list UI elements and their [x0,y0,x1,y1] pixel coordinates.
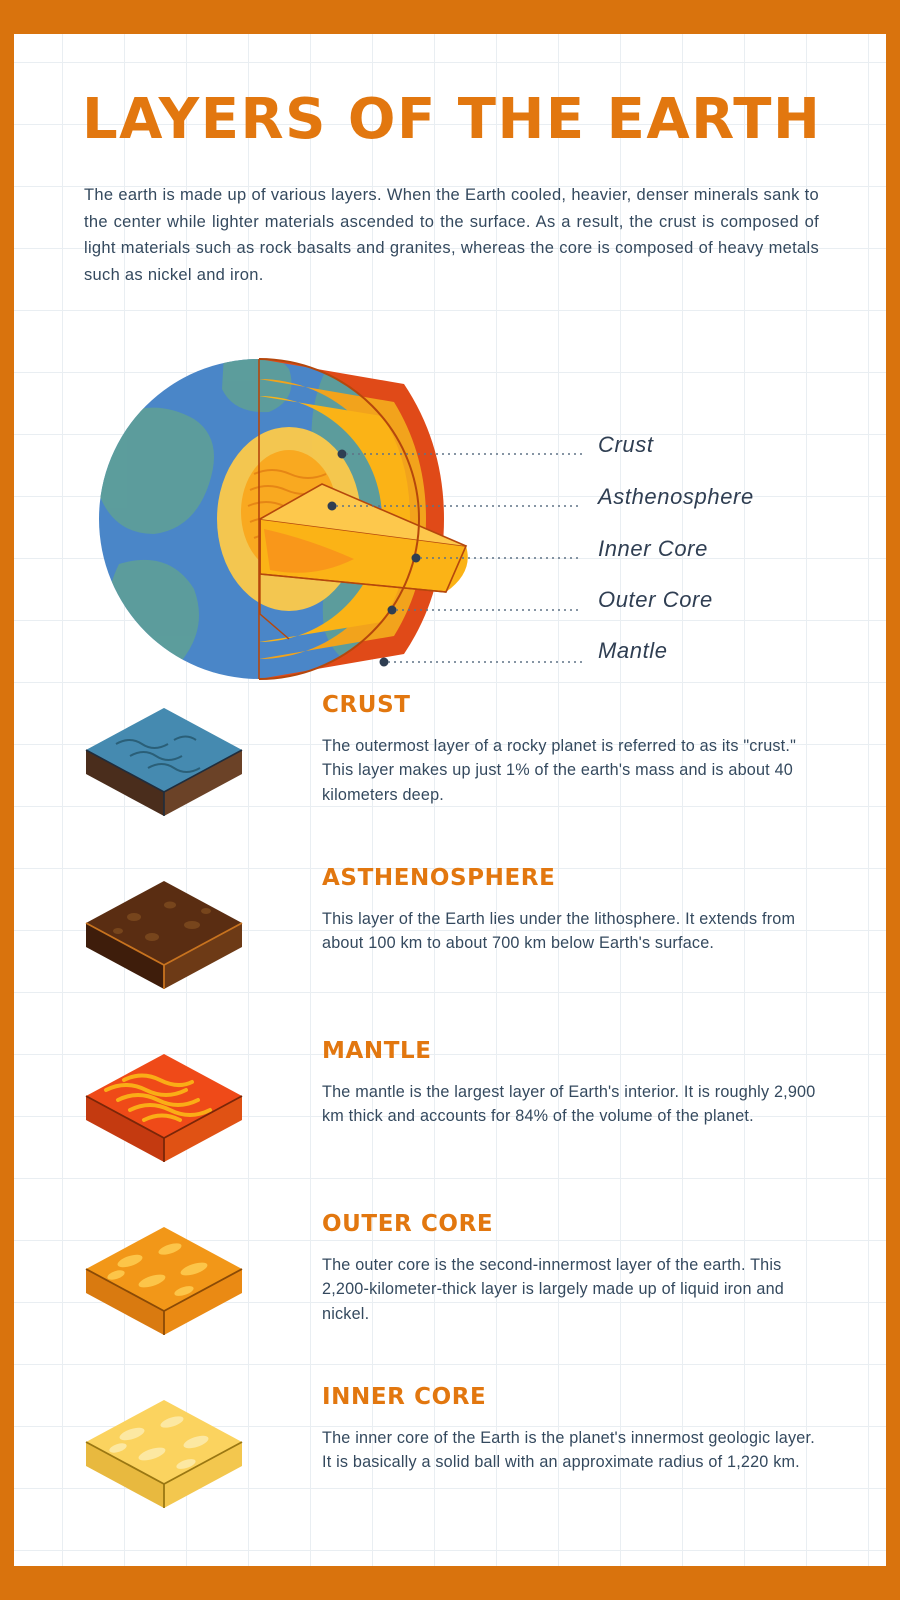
mantle-block-icon [74,1040,254,1170]
section-text-crust: The outermost layer of a rocky planet is referred to as its "crust." This layer makes up just 1% of the earth's mass and is about 40 kilometers deep. [322,737,797,804]
layer-text-block [322,1211,822,1326]
right-border-band [886,0,900,1600]
top-border-band [0,0,900,34]
callout-label-crust: Crust [598,432,654,457]
callout-dot-crust [338,450,347,459]
crust-block-icon [74,694,254,824]
callout-dot-outer-core [388,606,397,615]
page-title: LAYERS OF THE EARTH [82,87,822,152]
diagram-callout-labels [584,334,844,704]
section-title-crust: CRUST [322,692,411,718]
section-title-inner-core: INNER CORE [322,1384,487,1410]
asthenosphere-block-icon [74,867,254,997]
layer-section-asthenosphere [14,855,886,1028]
poster-content [14,34,886,1566]
earth-diagram [74,334,834,704]
section-text-inner-core: The inner core of the Earth is the planet's innermost geologic layer. It is basically a solid ball with an approximate radius of 1,220 km. [322,1429,815,1472]
layer-section-inner-core [14,1374,886,1547]
layer-sections [14,682,886,1547]
callout-label-inner-core: Inner Core [598,536,708,561]
layer-section-crust [14,682,886,855]
earth-cutaway-icon [74,334,594,704]
layer-section-outer-core [14,1201,886,1374]
layer-text-block [322,692,822,807]
layer-text-block [322,865,822,956]
callout-label-mantle: Mantle [598,638,668,663]
layer-text-block [322,1384,822,1475]
callout-dot-inner-core [412,554,421,563]
intro-paragraph: The earth is made up of various layers. When the Earth cooled, heavier, denser minerals sank to the center while lighter materials ascended to the surface. As a result, the crust is composed of light materials such as rock basalts and granites, whereas the core is composed of heavy metals such as nickel and iron. [84,186,819,285]
callout-label-asthenosphere: Asthenosphere [598,484,754,509]
section-text-asthenosphere: This layer of the Earth lies under the lithosphere. It extends from about 100 km to about 700 km below Earth's surface. [322,910,796,953]
section-title-asthenosphere: ASTHENOSPHERE [322,865,556,891]
section-text-outer-core: The outer core is the second-innermost layer of the earth. This 2,200-kilometer-thick layer is largely made up of liquid iron and nickel. [322,1256,784,1323]
left-border-band [0,0,14,1600]
layer-section-mantle [14,1028,886,1201]
layer-text-block [322,1038,822,1129]
inner-core-block-icon [74,1386,254,1516]
outer-core-block-icon [74,1213,254,1343]
section-title-mantle: MANTLE [322,1038,432,1064]
callout-dot-mantle [380,658,389,667]
callout-dot-asthenosphere [328,502,337,511]
bottom-border-band [0,1566,900,1600]
section-title-outer-core: OUTER CORE [322,1211,494,1237]
section-text-mantle: The mantle is the largest layer of Earth's interior. It is roughly 2,900 km thick and accounts for 84% of the volume of the planet. [322,1083,816,1126]
callout-label-outer-core: Outer Core [598,587,713,612]
